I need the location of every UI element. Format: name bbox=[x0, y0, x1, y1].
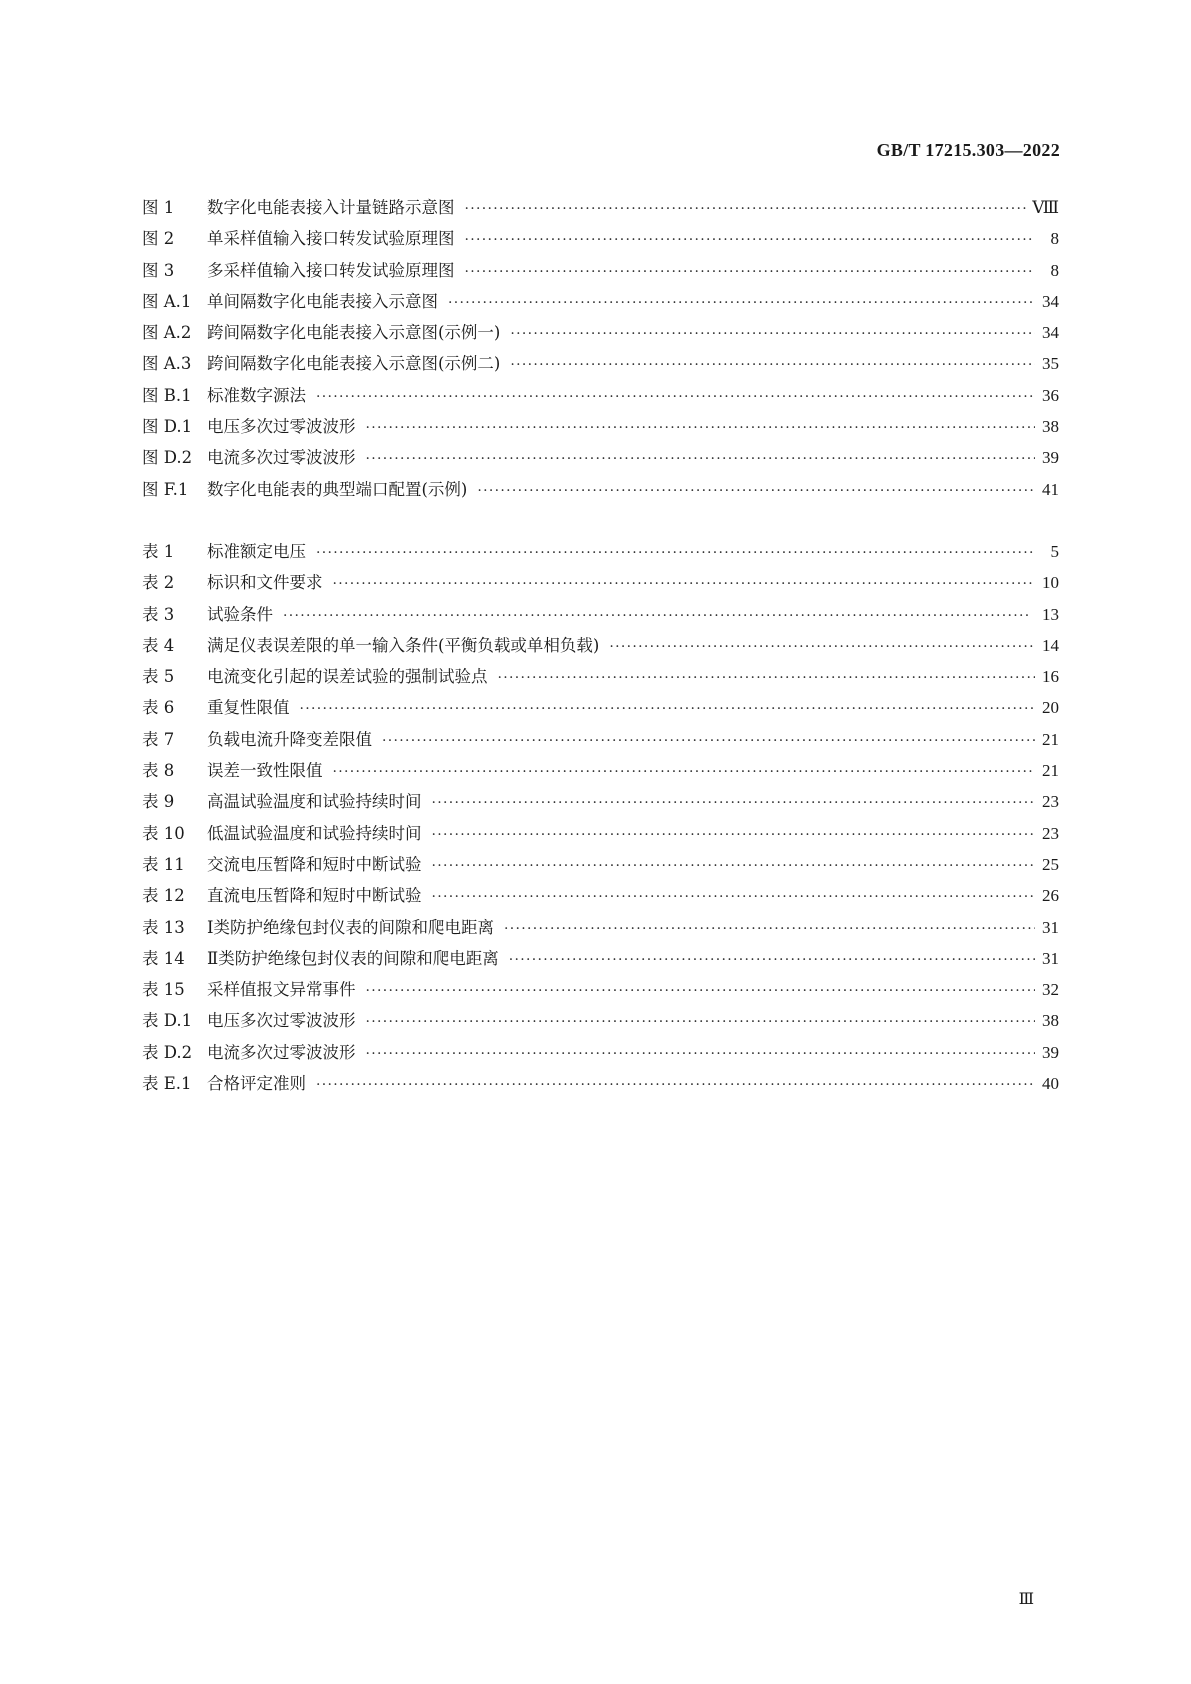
entry-title: 试验条件 bbox=[207, 604, 273, 624]
entry-title: 满足仪表误差限的单一输入条件(平衡负载或单相负载) bbox=[207, 635, 600, 655]
entry-number: 表 14 bbox=[142, 948, 185, 968]
entry-page: 21 bbox=[1042, 729, 1059, 749]
dot-leader bbox=[333, 764, 1036, 780]
entry-title: 多采样值输入接口转发试验原理图 bbox=[207, 260, 455, 280]
entry-page: 36 bbox=[1042, 385, 1059, 405]
dot-leader bbox=[382, 733, 1035, 749]
toc-entry[interactable] bbox=[142, 319, 1059, 350]
entry-number: 表 8 bbox=[142, 761, 175, 781]
entry-title: 高温试验温度和试验持续时间 bbox=[207, 792, 422, 812]
entry-number: 图 A.3 bbox=[142, 354, 192, 374]
figure-list bbox=[142, 194, 1059, 507]
entry-number: 图 D.2 bbox=[142, 448, 193, 468]
entry-number: 图 D.1 bbox=[142, 417, 193, 437]
entry-page: 13 bbox=[1042, 604, 1059, 624]
toc-entry[interactable] bbox=[142, 1007, 1059, 1038]
entry-page: 8 bbox=[1050, 260, 1059, 280]
dot-leader bbox=[465, 264, 1036, 280]
dot-leader bbox=[300, 701, 1036, 717]
toc-entry[interactable] bbox=[142, 601, 1059, 632]
entry-page: 16 bbox=[1042, 667, 1059, 687]
toc-entry[interactable] bbox=[142, 945, 1059, 976]
entry-page: 34 bbox=[1042, 291, 1059, 311]
entry-page: 23 bbox=[1042, 792, 1059, 812]
toc-entry[interactable] bbox=[142, 476, 1059, 507]
entry-number: 表 1 bbox=[142, 542, 175, 561]
entry-number: 表 13 bbox=[142, 917, 185, 937]
dot-leader bbox=[510, 357, 1035, 373]
dot-leader bbox=[366, 1046, 1036, 1062]
entry-page: 14 bbox=[1042, 635, 1059, 655]
entry-page: 38 bbox=[1042, 417, 1059, 437]
dot-leader bbox=[316, 1077, 1035, 1093]
entry-number: 图 A.1 bbox=[142, 291, 192, 311]
entry-number: 表 5 bbox=[142, 667, 175, 687]
toc-entry[interactable] bbox=[142, 820, 1059, 851]
entry-title: 低温试验温度和试验持续时间 bbox=[207, 823, 422, 843]
toc-entry[interactable] bbox=[142, 194, 1059, 225]
dot-leader bbox=[432, 795, 1036, 811]
toc-entry[interactable] bbox=[142, 538, 1059, 569]
entry-title: Ⅰ类防护绝缘包封仪表的间隙和爬电距离 bbox=[207, 917, 495, 937]
entry-number: 表 3 bbox=[142, 604, 175, 624]
toc-entry[interactable] bbox=[142, 882, 1059, 913]
entry-title: 标准数字源法 bbox=[207, 385, 306, 405]
entry-page: 8 bbox=[1050, 229, 1059, 249]
entry-page: 10 bbox=[1042, 573, 1059, 593]
toc-entry[interactable] bbox=[142, 976, 1059, 1007]
entry-title: 合格评定准则 bbox=[207, 1074, 306, 1094]
entry-title: 单采样值输入接口转发试验原理图 bbox=[207, 229, 455, 249]
entry-page: 20 bbox=[1042, 698, 1059, 718]
entry-title: 数字化电能表接入计量链路示意图 bbox=[207, 198, 455, 217]
dot-leader bbox=[609, 639, 1035, 655]
entry-number: 图 2 bbox=[142, 229, 175, 249]
entry-page: 34 bbox=[1042, 323, 1059, 343]
entry-page: 5 bbox=[1050, 542, 1059, 561]
entry-page: 23 bbox=[1042, 823, 1059, 843]
dot-leader bbox=[316, 389, 1035, 405]
toc-entry[interactable] bbox=[142, 1070, 1059, 1101]
entry-number: 表 7 bbox=[142, 729, 175, 749]
entry-title: 交流电压暂降和短时中断试验 bbox=[207, 854, 422, 874]
dot-leader bbox=[432, 827, 1036, 843]
entry-title: 单间隔数字化电能表接入示意图 bbox=[207, 291, 438, 311]
entry-number: 表 6 bbox=[142, 698, 175, 718]
entry-number: 表 15 bbox=[142, 980, 185, 1000]
entry-number: 表 10 bbox=[142, 823, 185, 843]
toc-entry[interactable] bbox=[142, 632, 1059, 663]
dot-leader bbox=[477, 483, 1035, 499]
toc-entry[interactable] bbox=[142, 444, 1059, 475]
dot-leader bbox=[366, 983, 1036, 999]
entry-number: 图 B.1 bbox=[142, 385, 192, 405]
entry-title: 跨间隔数字化电能表接入示意图(示例二) bbox=[207, 354, 501, 374]
toc-entry[interactable] bbox=[142, 914, 1059, 945]
entry-page: 21 bbox=[1042, 761, 1059, 781]
entry-title: 电压多次过零波波形 bbox=[207, 417, 356, 437]
page-number: Ⅲ bbox=[1018, 1591, 1034, 1608]
entry-number: 表 12 bbox=[142, 886, 185, 906]
entry-number: 表 9 bbox=[142, 792, 175, 812]
dot-leader bbox=[366, 451, 1036, 467]
entry-page: 39 bbox=[1042, 1042, 1059, 1062]
entry-title: 电压多次过零波波形 bbox=[207, 1011, 356, 1031]
entry-title: 直流电压暂降和短时中断试验 bbox=[207, 886, 422, 906]
entry-number: 表 2 bbox=[142, 573, 175, 593]
entry-page: 39 bbox=[1042, 448, 1059, 468]
entry-number: 图 3 bbox=[142, 260, 175, 280]
entry-number: 表 4 bbox=[142, 635, 175, 655]
entry-title: 跨间隔数字化电能表接入示意图(示例一) bbox=[207, 323, 501, 343]
dot-leader bbox=[448, 295, 1035, 311]
toc-entry[interactable] bbox=[142, 413, 1059, 444]
entry-title: 数字化电能表的典型端口配置(示例) bbox=[207, 479, 468, 499]
toc-entry[interactable] bbox=[142, 257, 1059, 288]
toc-entry[interactable] bbox=[142, 757, 1059, 788]
dot-leader bbox=[510, 326, 1035, 342]
entry-page: 31 bbox=[1042, 948, 1059, 968]
toc-entry[interactable] bbox=[142, 225, 1059, 256]
entry-page: 26 bbox=[1042, 886, 1059, 906]
entry-title: 重复性限值 bbox=[207, 698, 290, 718]
entry-title: 标识和文件要求 bbox=[207, 573, 323, 593]
entry-page: Ⅷ bbox=[1032, 198, 1059, 217]
dot-leader bbox=[283, 608, 1035, 624]
entry-title: 电流多次过零波波形 bbox=[207, 1042, 356, 1062]
table-list bbox=[142, 538, 1059, 1101]
entry-page: 41 bbox=[1042, 479, 1059, 499]
dot-leader bbox=[316, 545, 1035, 561]
dot-leader bbox=[432, 889, 1036, 905]
toc-entry[interactable] bbox=[142, 288, 1059, 319]
entry-title: 电流多次过零波波形 bbox=[207, 448, 356, 468]
dot-leader bbox=[509, 952, 1035, 968]
entry-title: Ⅱ类防护绝缘包封仪表的间隙和爬电距离 bbox=[207, 948, 499, 968]
dot-leader bbox=[504, 921, 1035, 937]
standard-code: GB/T 17215.303—2022 bbox=[876, 140, 1060, 160]
entry-title: 电流变化引起的误差试验的强制试验点 bbox=[207, 667, 488, 687]
entry-number: 表 D.1 bbox=[142, 1011, 193, 1031]
entry-page: 40 bbox=[1042, 1074, 1059, 1094]
toc-entry[interactable] bbox=[142, 851, 1059, 882]
dot-leader bbox=[465, 201, 1027, 217]
entry-page: 31 bbox=[1042, 917, 1059, 937]
dot-leader bbox=[465, 232, 1036, 248]
entry-title: 标准额定电压 bbox=[207, 542, 306, 561]
toc-entry[interactable] bbox=[142, 350, 1059, 381]
entry-title: 采样值报文异常事件 bbox=[207, 980, 356, 1000]
entry-page: 25 bbox=[1042, 854, 1059, 874]
toc-entry[interactable] bbox=[142, 663, 1059, 694]
dot-leader bbox=[366, 1014, 1036, 1030]
entry-number: 图 1 bbox=[142, 198, 175, 217]
dot-leader bbox=[498, 670, 1036, 686]
entry-page: 35 bbox=[1042, 354, 1059, 374]
entry-title: 误差一致性限值 bbox=[207, 761, 323, 781]
toc-entry[interactable] bbox=[142, 694, 1059, 725]
entry-page: 32 bbox=[1042, 980, 1059, 1000]
toc-entry[interactable] bbox=[142, 382, 1059, 413]
dot-leader bbox=[366, 420, 1036, 436]
toc-entry[interactable] bbox=[142, 788, 1059, 819]
toc-entry[interactable] bbox=[142, 726, 1059, 757]
dot-leader bbox=[432, 858, 1036, 874]
entry-number: 图 F.1 bbox=[142, 479, 189, 499]
entry-number: 图 A.2 bbox=[142, 323, 192, 343]
entry-number: 表 11 bbox=[142, 854, 185, 874]
toc-entry[interactable] bbox=[142, 569, 1059, 600]
dot-leader bbox=[333, 576, 1036, 592]
entry-title: 负载电流升降变差限值 bbox=[207, 729, 372, 749]
entry-number: 表 D.2 bbox=[142, 1042, 193, 1062]
toc-entry[interactable] bbox=[142, 1039, 1059, 1070]
entry-number: 表 E.1 bbox=[142, 1074, 192, 1094]
entry-page: 38 bbox=[1042, 1011, 1059, 1031]
